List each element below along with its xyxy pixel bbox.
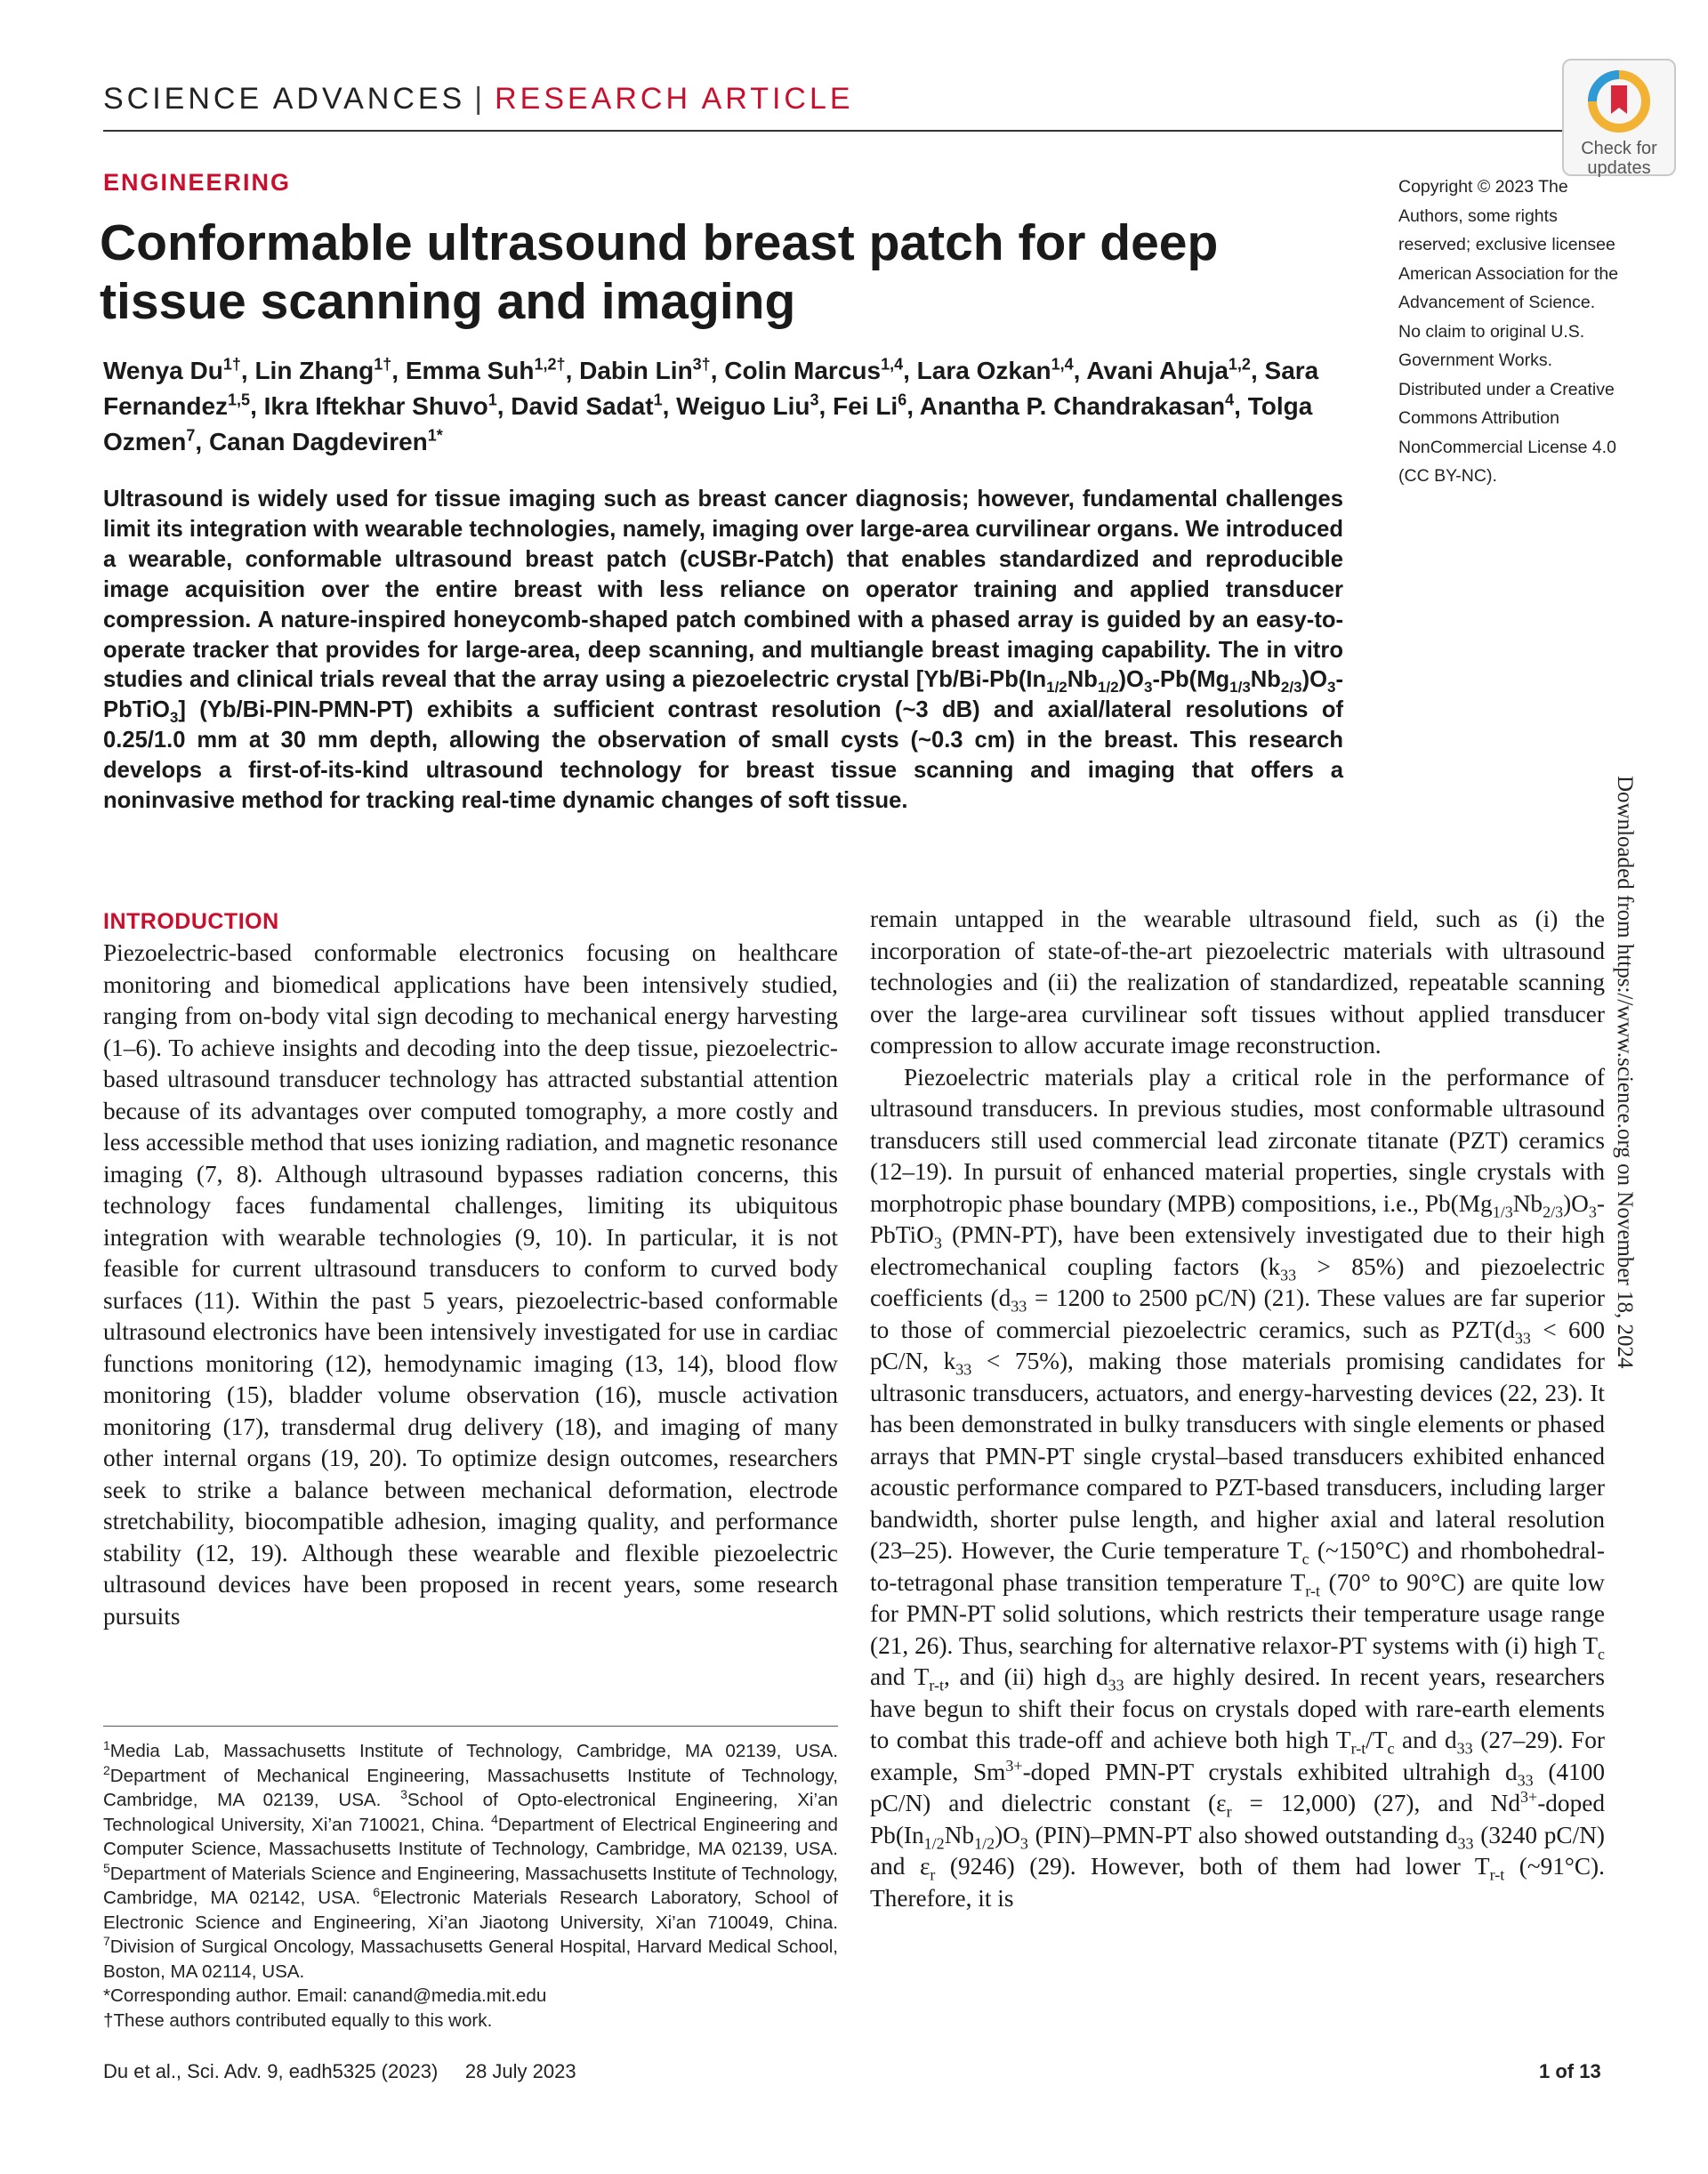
affiliation-number: 5	[103, 1860, 110, 1875]
affiliation-text: Department of Materials Science and Engineering, Massachusetts Institute of Technology, Cambridge, MA 02142, USA.	[103, 1863, 838, 1908]
affiliation-text: School of Opto-electronical Engineering, Xi’an Technological University, Xi’an 710021, China.	[103, 1790, 838, 1835]
author-name: Lara Ozkan	[916, 357, 1051, 384]
affiliation-number: 4	[491, 1811, 498, 1826]
download-note: Downloaded from https://www.science.org on November 18, 2024	[1613, 776, 1637, 1369]
affiliation-number: 1	[103, 1738, 110, 1753]
author-affiliation-marker: 6	[898, 391, 907, 409]
author-name: Sara Fernandez	[103, 357, 1319, 420]
author-separator: ,	[240, 357, 255, 384]
article-type: RESEARCH ARTICLE	[495, 82, 854, 116]
intro-paragraph-1-continued: remain untapped in the wearable ultrasound field, such as (i) the incorporation of state-of-the-art piezoelectric materials with ultrasound technologies and (ii) the realization of standardized, repeatable scanning over the large-area curvilinear soft tissues without applied transducer compression to allow accurate image reconstruction.	[870, 906, 1605, 1059]
author-separator: ,	[818, 392, 834, 420]
intro-paragraph-2: Piezoelectric materials play a critical role in the performance of ultrasound transducers. In previous studies, most conformable ultrasound transducers still used commercial lead zirconate titanate (PZT) ceramics (12–19). In pursuit of enhanced material properties, single crystals with morphotropic phase boundary (MPB) compositions, i.e., $Pb(Mg_{1/3}Nb_{2/3})O_3-PbTiO_3$ (PMN-PT), have been extensively investigated due to their high electromechanical coupling factors $(k_{33} > 85\%)$ and piezoelectric coefficients ($d_{33} = 1200$ to 2500 pC/N) (21). These values are far superior to those of commercial piezoelectric ceramics, such as $PZT(d_{33} < 600$ pC/N, $k_{33} < 75\%$), making those materials promising candidates for ultrasonic transducers, actuators, and energy-harvesting devices (22, 23). It has been demonstrated in bulky transducers with single elements or phased arrays that PMN-PT single crystal–based transducers exhibited enhanced acoustic performance compared to PZT-based transducers, including larger bandwidth, shorter pulse length, and higher axial and lateral resolution (23–25). However, the Curie temperature $T_c$ (~150°C) and rhombohedral-to-tetragonal phase transition temperature $T_{r-t}$ (70° to 90°C) are quite low for PMN-PT solid solutions, which restricts their temperature usage range (21, 26). Thus, searching for alternative relaxor-PT systems with (i) high $T_c$ and $T_{r-t}$, and (ii) high $d_{33}$ are highly desired. In recent years, researchers have begun to shift their focus on crystals doped with rare-earth elements to combat this trade-off and achieve both high $T_{r-t}/T_c$ and $d_{33}$ (27–29). For example, $Sm^{3+}$-doped PMN-PT crystals exhibited ultrahigh $d_{33}$ (4100 pC/N) and dielectric constant $(\varepsilon_r = 12,000)$ (27), and $Nd^{3+}$-doped $Pb(In_{1/2}Nb_{1/2})O_3$ (PIN)–PMN-PT also showed outstanding $d_{33}$ (3240 pC/N) and $\varepsilon_r$ (9246) (29). However, both of them had lower $T_{r-t}$ (~91°C). Therefore, it is	[870, 1063, 1606, 1912]
author-affiliation-marker: 4	[1225, 391, 1235, 409]
affiliation-text: Division of Surgical Oncology, Massachusetts General Hospital, Harvard Medical School, Boston, MA 02114, USA.	[103, 1936, 838, 1982]
author-name: Canan Dagdeviren	[208, 428, 428, 455]
affiliation-text: Electronic Materials Research Laboratory, School of Electronic Science and Engineering, Xi’an Jiaotong University, Xi’an 710049, China.	[103, 1888, 838, 1933]
journal-header	[103, 82, 854, 117]
author-separator: ,	[906, 392, 920, 420]
check-for-updates-badge[interactable]	[1562, 59, 1676, 176]
author-affiliation-marker: 1	[487, 391, 497, 409]
author-name: Wenya Du	[103, 357, 223, 384]
author-separator: ,	[903, 357, 917, 384]
footnote-rule	[103, 1726, 838, 1727]
equal-contribution-note: †These authors contributed equally to this work.	[103, 2009, 493, 2031]
affiliations	[103, 1739, 838, 2033]
footer-citation: Du et al., Sci. Adv. 9, eadh5325 (2023) 28 July 2023	[103, 2060, 576, 2082]
author-separator: ,	[1234, 392, 1248, 420]
author-name: Anantha P. Chandrakasan	[919, 392, 1226, 420]
author-name: Dabin Lin	[579, 357, 693, 384]
paper-title: Conformable ultrasound breast patch for deep tissue scanning and imaging	[100, 214, 1219, 330]
author-affiliation-marker: 1,2	[1228, 355, 1251, 374]
author-name: Colin Marcus	[724, 357, 882, 384]
author-affiliation-marker: 1,4	[1051, 355, 1074, 374]
abstract: Ultrasound is widely used for tissue imaging such as breast cancer diagnosis; however, fundamental challenges limit its integration with wearable technologies, namely, imaging over large-area curvilinear organs. We introduced a wearable, conformable ultrasound breast patch (cUSBr-Patch) that enables standardized and reproducible image acquisition over the entire breast with less reliance on operator training and applied transducer compression. A nature-inspired honeycomb-shaped patch combined with a phased array is guided by an easy-to-operate tracker that provides for large-area, deep scanning, and multiangle breast imaging capability. The in vitro studies and clinical trials reveal that the array using a piezoelectric crystal $[Yb/Bi-Pb(In_{1/2}Nb_{1/2})O_3-Pb(Mg_{1/3}Nb_{2/3})O_3-PbTiO_3]$ (Yb/Bi-PIN-PMN-PT) exhibits a sufficient contrast resolution (~3 dB) and axial/lateral resolutions of 0.25/1.0 mm at 30 mm depth, allowing the observation of small cysts (~0.3 cm) in the breast. This research develops a first-of-its-kind ultrasound technology for breast tissue scanning and imaging that offers a noninvasive method for tracking real-time dynamic changes of soft tissue.	[103, 487, 1343, 814]
affiliation-list	[103, 1739, 838, 1984]
author-affiliation-marker: 1,5	[228, 391, 251, 409]
journal-name: SCIENCE ADVANCES	[103, 82, 466, 116]
header-separator: |	[474, 82, 487, 116]
author-affiliation-marker: 1,4	[881, 355, 904, 374]
author-affiliation-marker: 7	[186, 426, 196, 445]
check-for-updates-icon	[1585, 69, 1653, 133]
right-column	[870, 904, 1605, 1914]
author-name: Fei Li	[833, 392, 898, 420]
author-name: Ikra Iftekhar Shuvo	[263, 392, 488, 420]
section-label: ENGINEERING	[103, 169, 292, 196]
affiliation-number: 7	[103, 1934, 110, 1949]
left-column	[103, 906, 838, 1632]
author-separator: ,	[1073, 357, 1087, 384]
affiliation-text: Media Lab, Massachusetts Institute of Technology, Cambridge, MA 02139, USA.	[109, 1741, 838, 1761]
author-affiliation-marker: 1,2†	[534, 355, 566, 374]
author-separator: ,	[496, 392, 512, 420]
page-number: 1 of 13	[1539, 2060, 1601, 2082]
author-separator: ,	[565, 357, 580, 384]
author-separator: ,	[195, 428, 209, 455]
corresponding-author: *Corresponding author. Email: canand@media.mit.edu	[103, 1985, 547, 2006]
affiliation-text: Department of Mechanical Engineering, Massachusetts Institute of Technology, Cambridge, MA 02139, USA.	[103, 1765, 838, 1810]
introduction-heading: INTRODUCTION	[103, 909, 279, 934]
author-name: Emma Suh	[405, 357, 535, 384]
author-affiliation-marker: 1†	[374, 355, 392, 374]
author-name: Weiguo Liu	[676, 392, 810, 420]
affiliation-text: Department of Electrical Engineering and Computer Science, Massachusetts Institute of Technology, Cambridge, MA 02139, USA.	[103, 1814, 838, 1859]
author-affiliation-marker: 3	[810, 391, 819, 409]
author-affiliation-marker: 1	[653, 391, 663, 409]
badge-line-2: updates	[1587, 158, 1651, 178]
affiliation-number: 6	[373, 1885, 381, 1900]
author-name: David Sadat	[511, 392, 654, 420]
affiliation-number: 2	[103, 1762, 110, 1777]
intro-paragraph-1: Piezoelectric-based conformable electronics focusing on healthcare monitoring and biomedical applications have been intensively studied, ranging from on-body vital sign decoding to mechanical energy harvesting (1–6). To achieve insights and decoding into the deep tissue, piezoelectric-based ultrasound transducer technology has attracted substantial attention because of its advantages over computed tomography, a more costly and less accessible method that uses ionizing radiation, and magnetic resonance imaging (7, 8). Although ultrasound bypasses radiation concerns, this technology faces fundamental challenges, limiting its ubiquitous integration with wearable technologies (9, 10). In particular, it is not feasible for current ultrasound transducers to conform to curved body surfaces (11). Within the past 5 years, piezoelectric-based conformable ultrasound electronics have been intensively investigated for use in cardiac functions monitoring (12), hemodynamic imaging (13, 14), blood flow monitoring (15), bladder volume observation (16), muscle activation monitoring (17), transdermal drug delivery (18), and imaging of many other internal organs (19, 20). To optimize design outcomes, researchers seek to strike a balance between mechanical deformation, electrode stretchability, biocompatible adhesion, imaging quality, and performance stability (12, 19). Although these wearable and flexible piezoelectric ultrasound devices have been proposed in recent years, some research pursuits	[103, 939, 838, 1630]
badge-line-1: Check for	[1581, 139, 1657, 158]
author-affiliation-marker: 3†	[692, 355, 711, 374]
author-separator: ,	[250, 392, 264, 420]
affiliation-number: 3	[400, 1787, 407, 1802]
author-list	[103, 353, 1349, 460]
copyright-note: Copyright © 2023 The Authors, some rights reserved; exclusive licensee American Association for the Advancement of Science. No claim to original U.S. Government Works. Distributed under a Creative Commons Attribution NonCommercial License 4.0 (CC BY-NC).	[1398, 177, 1619, 486]
author-affiliation-marker: 1*	[427, 426, 443, 445]
author-separator: ,	[710, 357, 725, 384]
author-name: Avani Ahuja	[1086, 357, 1229, 384]
author-name: Tolga Ozmen	[103, 392, 1313, 455]
author-separator: ,	[662, 392, 677, 420]
author-name: Lin Zhang	[254, 357, 375, 384]
header-rule	[103, 130, 1603, 132]
author-separator: ,	[391, 357, 406, 384]
author-separator: ,	[1250, 357, 1265, 384]
author-affiliation-marker: 1†	[222, 355, 241, 374]
